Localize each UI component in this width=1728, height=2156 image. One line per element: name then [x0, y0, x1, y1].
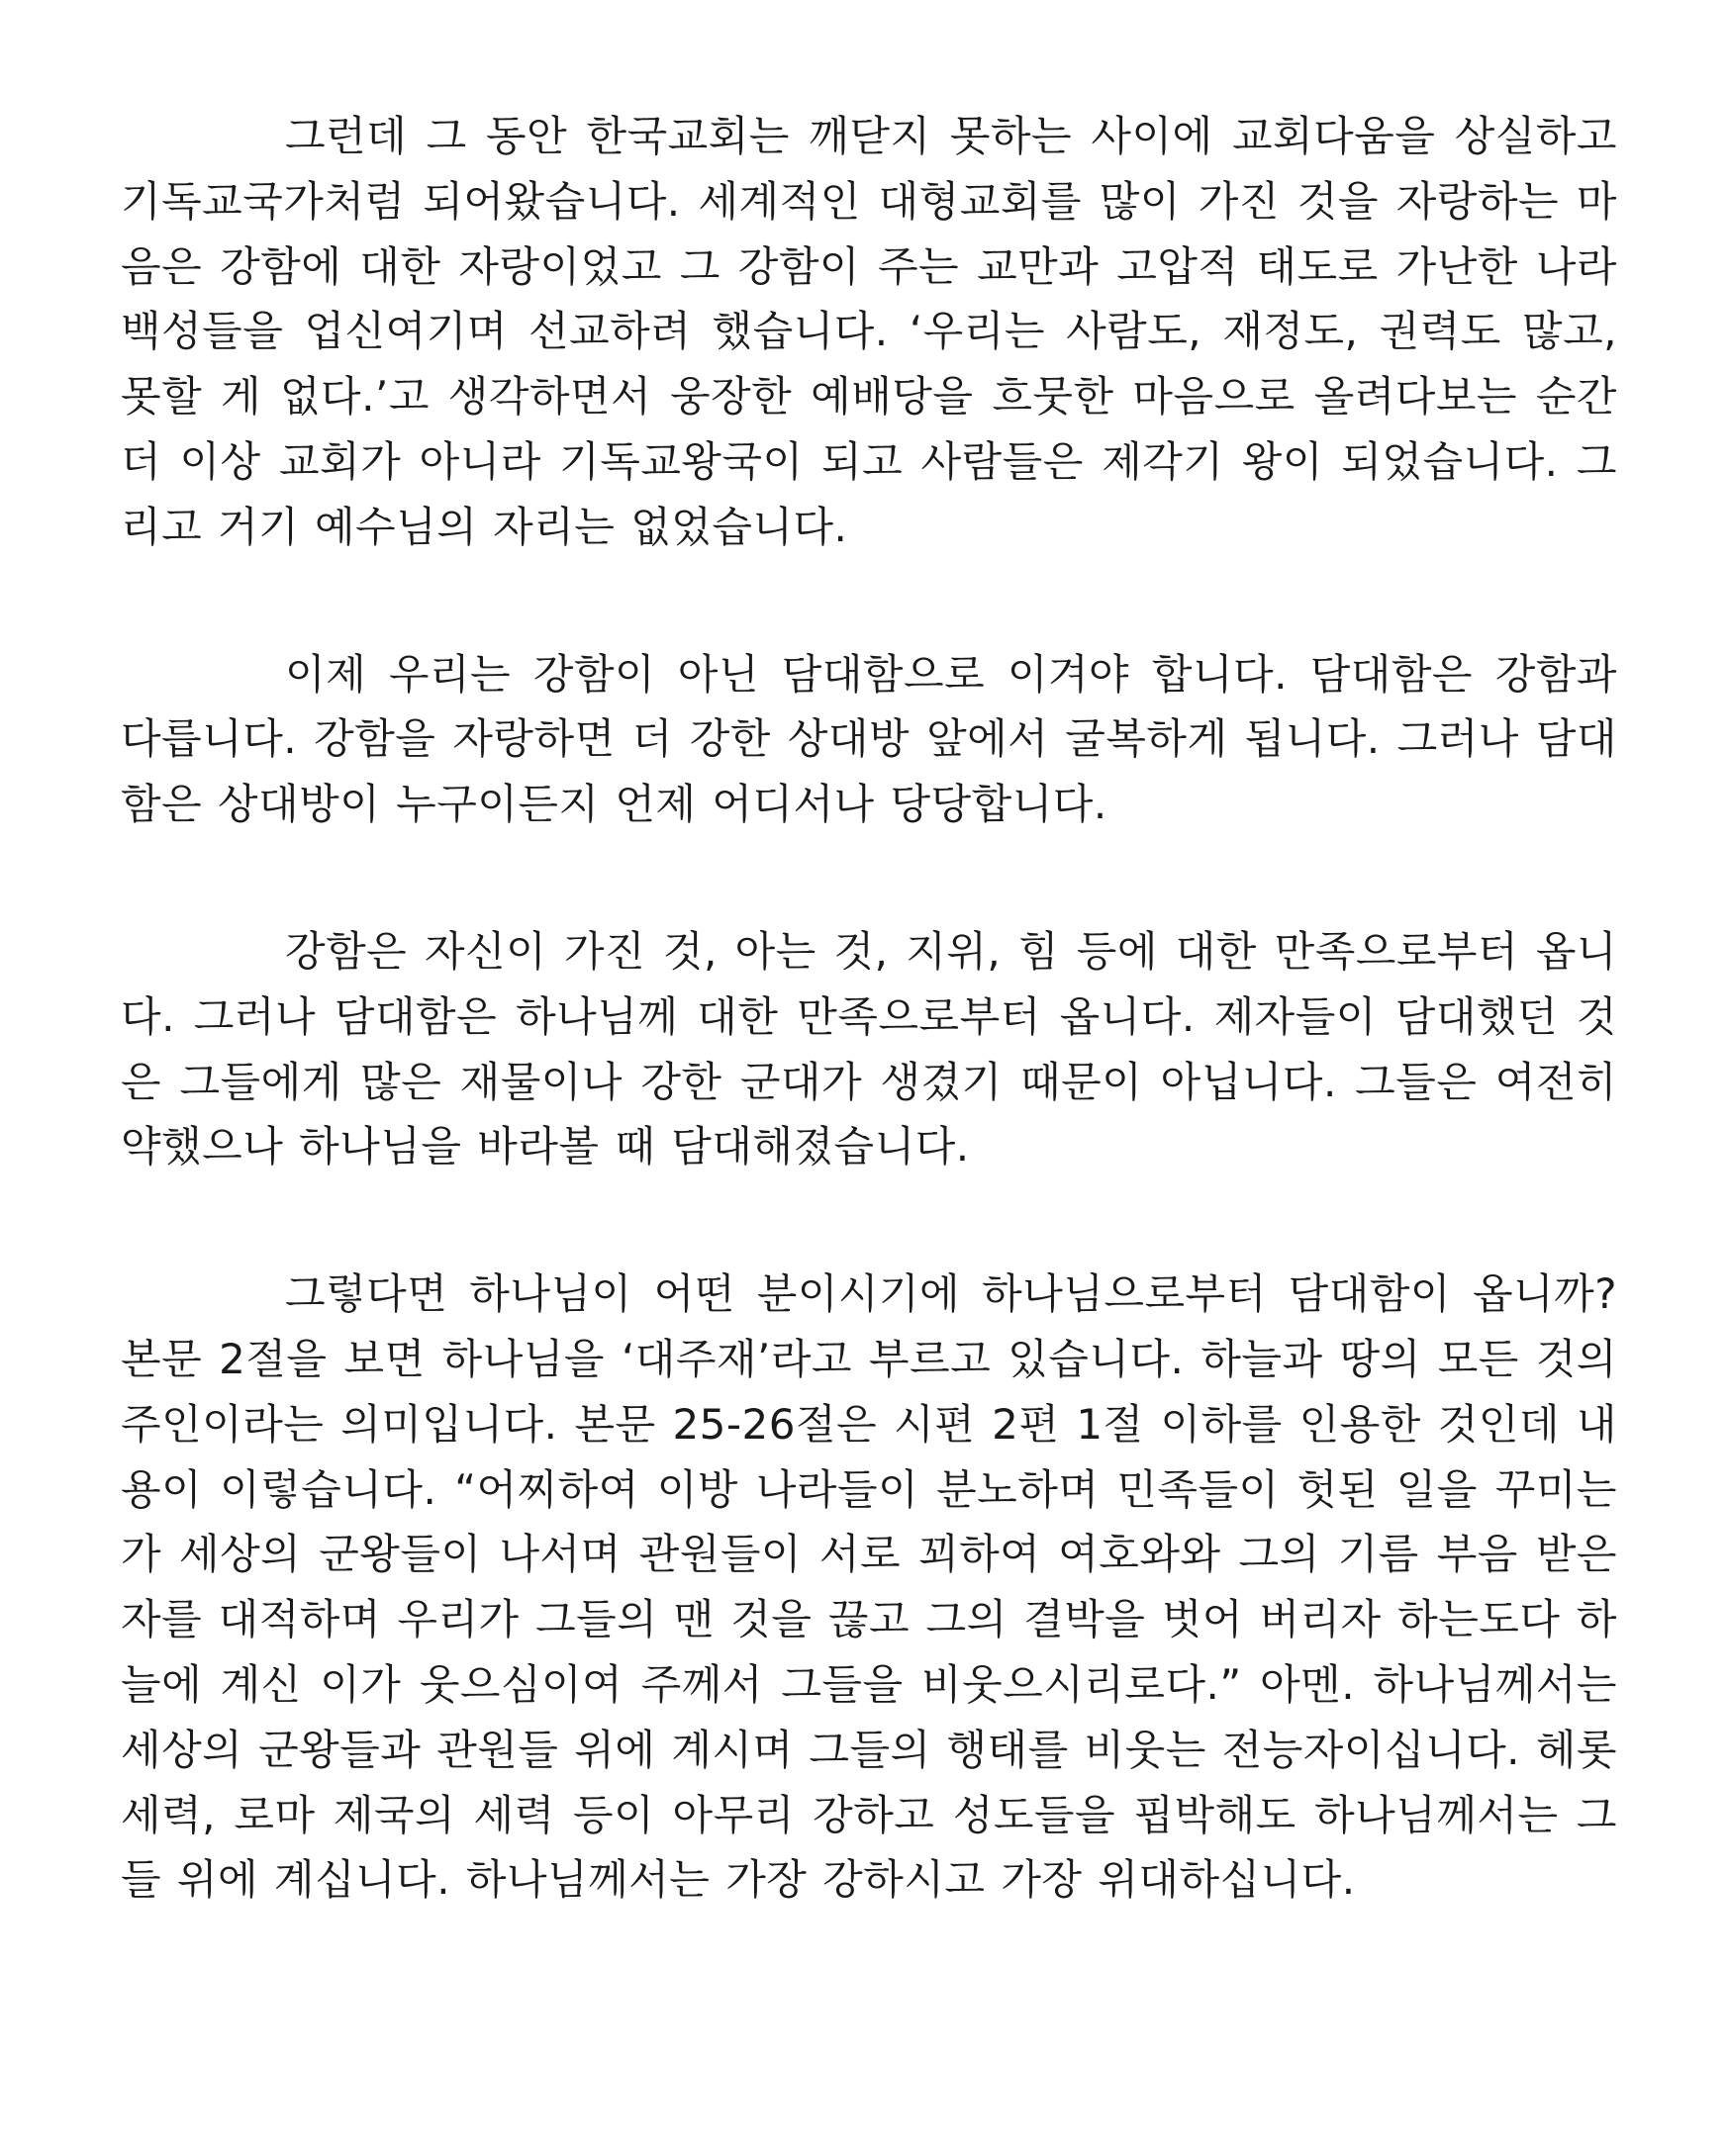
paragraph-4: 그렇다면 하나님이 어떤 분이시기에 하나님으로부터 담대함이 옵니까? 본문 2절을 보면 하나님을 ‘대주재’라고 부르고 있습니다. 하늘과 땅의 모든 것의 주인이라는 의미입니다. 본문 25-26절은 시편 2편 1절 이하를 인용한 것인데 내용이 이렇습니다. “어찌하여 이방 나라들이 분노하며 민족들이 헛된 일을 꾸미는가 세상의 군왕들이 나서며 관원들이 서로 꾀하여 여호와와 그의 기름 부음 받은 자를 대적하며 우리가 그들의 맨 것을 끊고 그의 결박을 벗어 버리자 하는도다 하늘에 계신 이가 웃으심이여 주께서 그들을 비웃으시리로다.” 아멘. 하나님께서는 세상의 군왕들과 관원들 위에 계시며 그들의 행태를 비웃는 전능자이십니다. 헤롯 세력, 로마 제국의 세력 등이 아무리 강하고 성도들을 핍박해도 하나님께서는 그들 위에 계십니다. 하나님께서는 가장 강하시고 가장 위대하십니다.: [121, 1269, 1617, 1905]
paragraph-2: 이제 우리는 강함이 아닌 담대함으로 이겨야 합니다. 담대함은 강함과 다릅니다. 강함을 자랑하면 더 강한 상대방 앞에서 굴복하게 됩니다. 그러나 담대함은 상대방이 누구이든지 언제 어디서나 당당합니다.: [121, 649, 1617, 829]
paragraph-1: 그런데 그 동안 한국교회는 깨닫지 못하는 사이에 교회다움을 상실하고 기독교국가처럼 되어왔습니다. 세계적인 대형교회를 많이 가진 것을 자랑하는 마음은 강함에 대한 자랑이었고 그 강함이 주는 교만과 고압적 태도로 가난한 나라 백성들을 업신여기며 선교하려 했습니다. ‘우리는 사람도, 재정도, 권력도 많고, 못할 게 없다.’고 생각하면서 웅장한 예배당을 흐뭇한 마음으로 올려다보는 순간 더 이상 교회가 아니라 기독교왕국이 되고 사람들은 제각기 왕이 되었습니다. 그리고 거기 예수님의 자리는 없었습니다.: [121, 112, 1617, 551]
document-page: [121, 104, 1617, 1913]
paragraph-3: 강함은 자신이 가진 것, 아는 것, 지위, 힘 등에 대한 만족으로부터 옵니다. 그러나 담대함은 하나님께 대한 만족으로부터 옵니다. 제자들이 담대했던 것은 그들에게 많은 재물이나 강한 군대가 생겼기 때문이 아닙니다. 그들은 여전히 약했으나 하나님을 바라볼 때 담대해졌습니다.: [121, 926, 1617, 1172]
